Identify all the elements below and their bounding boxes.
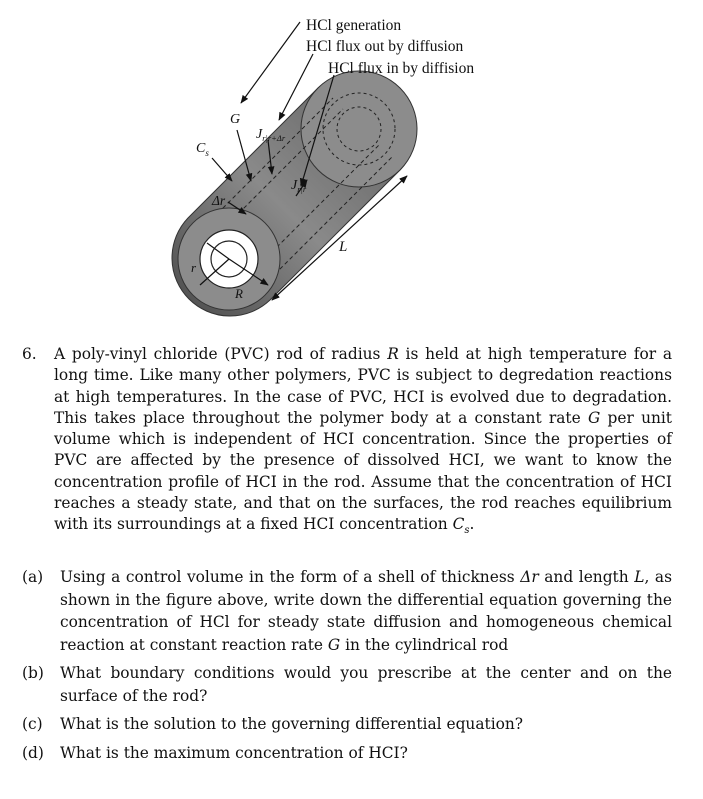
part-c-text: What is the solution to the governing differential equation? [60, 715, 524, 733]
symbol-delta-r: Δr [212, 193, 226, 208]
part-d-label: (d) [22, 743, 44, 762]
part-b-text: What boundary conditions would you prescribe at the center and on the surface of the rod? [60, 664, 672, 705]
label-flux-in: HCl flux in by diffision [328, 60, 475, 77]
cylinder-diagram [0, 0, 703, 320]
symbol-j-upper: $J_{r|r+\Delta r}$ [256, 127, 286, 143]
part-b [22, 662, 672, 707]
part-d [22, 742, 672, 765]
part-c [22, 713, 672, 736]
problem-text: A poly-vinyl chloride (PVC) rod of radius R is held at high temperature for a long time. Like many other polymers, PVC is subject to degredation reactions at high temperatures. In the case of PVC, HCI is evolved due to degradation. This takes place throughout the polymer body at a constant rate G per unit volume which is independent of HCI concentration. Since the properties of PVC are affected by the presence of dissolved HCI, we want to know the concentration profile of HCI in the rod. Assume that the concentration of HCI reaches a steady state, and that on the surfaces, the rod reaches equilibrium with its surroundings at a fixed HCI concentration $C_s$. [54, 345, 673, 537]
problem-number: 6. [22, 345, 37, 363]
cs-arrow [212, 158, 232, 181]
label-hcl-generation: HCl generation [306, 17, 402, 34]
part-a-label: (a) [22, 568, 44, 586]
part-a [22, 566, 672, 656]
question-parts [22, 566, 672, 770]
symbol-cs: $C_s$ [196, 141, 209, 158]
symbol-g: G [230, 112, 241, 127]
symbol-j-lower: $J_{r|r}$ [291, 178, 307, 194]
symbol-l: L [339, 239, 348, 255]
part-d-text: What is the maximum concentration of HCI? [60, 743, 408, 762]
generation-arrow [241, 22, 300, 103]
symbol-r-small: r [191, 260, 197, 275]
problem-statement [22, 344, 672, 542]
part-c-label: (c) [22, 715, 43, 733]
symbol-r-capital: R [235, 286, 243, 301]
label-flux-out: HCl flux out by diffusion [306, 38, 464, 55]
part-a-text: Using a control volume in the form of a shell of thickness Δr and length L, as shown in the figure above, write down the differential equation governing the concentration of HCl for steady state diffusion and homogeneous chemical reaction at constant reaction rate G in the cylindrical rod [60, 568, 673, 654]
part-b-label: (b) [22, 664, 44, 682]
